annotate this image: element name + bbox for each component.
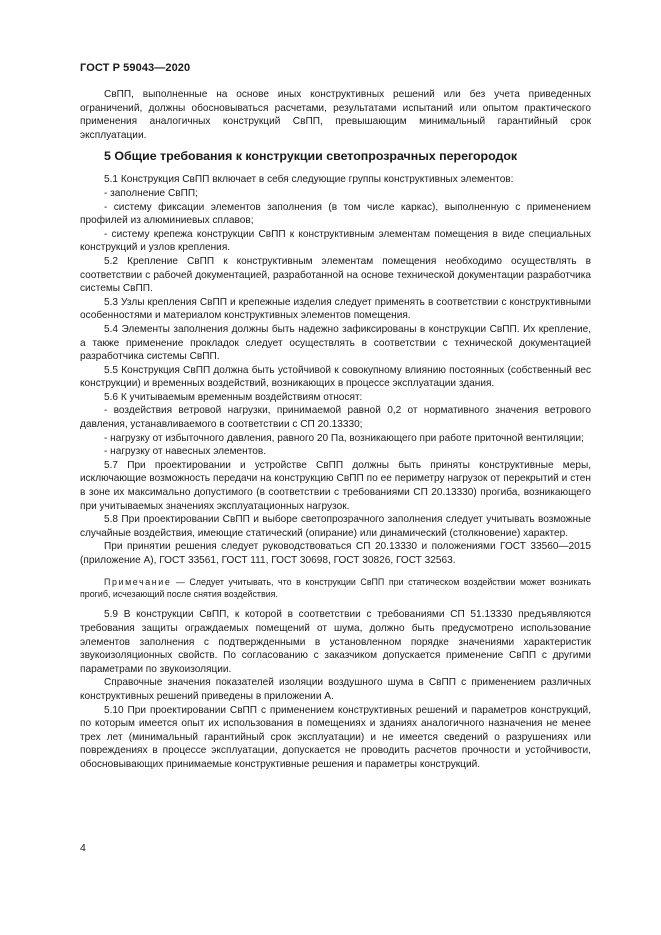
paragraph-5-6: 5.6 К учитываемым временным воздействиям относят:	[104, 391, 363, 403]
paragraph-5-9: 5.9 В конструкции СвПП, к которой в соответствии с требованиями СП 51.13330 предъявляются требования защиты ограждаемых помещений от шума, должно быть предусмотрено использование элементов заполнения с подтвержденными в установленном порядке значениями характеристик звукоизоляционных свойств. По согласованию с заказчиком допускается применение СвПП с другими параметрами по звукоизоляции.	[80, 609, 591, 675]
paragraph-5-1: 5.1 Конструкция СвПП включает в себя следующие группы конструктивных элементов:	[104, 174, 514, 186]
paragraph-5-4: 5.4 Элементы заполнения должны быть надежно зафиксированы в конструкции СвПП. Их крепление, а также применение прокладок следует осуществлять в соответствии с технической документацией разработчика системы СвПП.	[80, 323, 591, 363]
list-item: - нагрузку от навесных элементов.	[104, 446, 267, 458]
page-number: 4	[80, 842, 86, 854]
paragraph-5-8: 5.8 При проектировании СвПП и выборе светопрозрачного заполнения следует учитывать возможные случайные воздействия, имеющие статический (опирание) или динамический (столкновение) характер.	[80, 514, 591, 539]
note-label: Примечание	[104, 576, 172, 587]
paragraph-5-5: 5.5 Конструкция СвПП должна быть устойчивой к совокупному влиянию постоянных (собственный вес конструкции) и временных воздействий, возникающих в процессе эксплуатации здания.	[80, 364, 591, 390]
list-item: - систему фиксации элементов заполнения (в том числе каркас), выполненную с применением профилей из алюминиевых сплавов;	[80, 201, 591, 227]
list-item: - систему крепежа конструкции СвПП к конструктивным элементам помещения в виде специальных конструкций и узлов крепления.	[80, 228, 591, 254]
note	[80, 576, 591, 601]
paragraph-5-2: 5.2 Крепление СвПП к конструктивным элементам помещения необходимо осуществлять в соответствии с рабочей документацией, разработанной на основе технической документации разработчика системы СвПП.	[80, 255, 591, 295]
list-item: - воздействия ветровой нагрузки, принимаемой равной 0,2 от нормативного значения ветрового давления, устанавливаемого в соответствии с СП 20.13330;	[80, 405, 591, 431]
list-item: - заполнение СвПП;	[104, 187, 198, 199]
section-title: 5 Общие требования к конструкции светопрозрачных перегородок	[104, 149, 518, 164]
document-header: ГОСТ Р 59043—2020	[80, 62, 191, 74]
paragraph-5-9-continued: Справочные значения показателей изоляции воздушного шума в СвПП с применением различных конструктивных решений приведены в приложении А.	[80, 677, 591, 702]
paragraph-5-3: 5.3 Узлы крепления СвПП и крепежные изделия следует применять в соответствии с конструктивными особенностями и материалом конструктивных элементов помещения.	[80, 296, 591, 322]
paragraph-5-10: 5.10 При проектировании СвПП с применением конструктивных решений и параметров конструкций, по которым имеется опыт их использования в помещениях и зданиях аналогичного назначения не менее трех лет (минимальный гарантийный срок эксплуатации) и не имеется сведений о разрушениях или повреждениях в процессе эксплуатации, допускается не проводить расчетов прочности и устойчивости, обосновывающих принимаемые конструктивные решения и параметры конструкций.	[80, 704, 591, 770]
intro-paragraph: СвПП, выполненные на основе иных конструктивных решений или без учета приведенных ограничений, должны обосновываться расчетами, результатами испытаний или опытом практического применения аналогичных конструкций СвПП, превышающим минимальный гарантийный срок эксплуатации.	[80, 89, 591, 141]
document-body	[80, 88, 591, 772]
paragraph-5-8-continued: При принятии решения следует руководствоваться СП 20.13330 и положениями ГОСТ 33560—2015 (приложение А), ГОСТ 33561, ГОСТ 111, ГОСТ 30698, ГОСТ 30826, ГОСТ 32563.	[80, 541, 591, 566]
note-text: — Следует учитывать, что в конструкции СвПП при статическом воздействии может возникать прогиб, исчезающий после снятия воздействия.	[80, 576, 591, 599]
list-item: - нагрузку от избыточного давления, равного 20 Па, возникающего при работе приточной вентиляции;	[104, 432, 584, 444]
paragraph-5-7: 5.7 При проектировании и устройстве СвПП должны быть приняты конструктивные меры, исключающие возможность передачи на конструкцию СвПП по ее периметру нагрузок от перекрытий и стен в зоне их максимально допустимого (в соответствии с требованиями СП 20.13330) прогиба, возникающего при учитываемых значениях эксплуатационных нагрузок.	[80, 459, 591, 512]
